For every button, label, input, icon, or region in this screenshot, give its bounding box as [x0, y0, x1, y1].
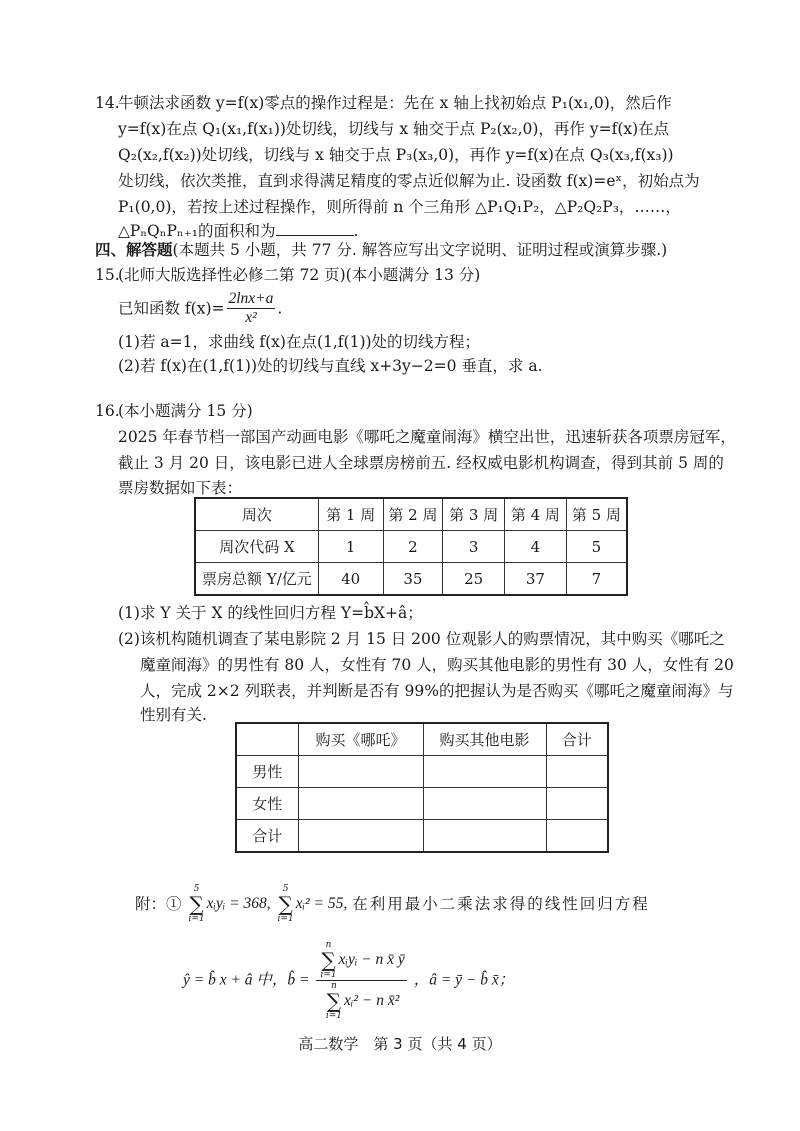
- sum2-expr: xᵢ² = 55,: [295, 895, 348, 912]
- table-cell-blank[interactable]: [298, 820, 423, 853]
- q14-number: 14.: [95, 94, 120, 112]
- q15-number: 15.: [95, 266, 120, 284]
- q15-frac-num: 2lnx+a: [228, 290, 274, 307]
- table-header-cell: [236, 723, 298, 756]
- q14-line-6-text: △PₙQₙPₙ₊₁的面积和为: [118, 222, 276, 240]
- table-row: [236, 756, 608, 788]
- table-cell-blank[interactable]: [298, 756, 423, 788]
- page-footer: 高二数学 第 3 页（共 4 页）: [298, 1035, 502, 1053]
- sum-lower: i=1: [320, 970, 337, 980]
- q14-line-2: y=f(x)在点 Q₁(x₁,f(x₁))处切线，切线与 x 轴交于点 P₂(x₂,0)，再作 y=f(x)在点: [118, 120, 670, 138]
- appendix-formula: [183, 940, 514, 1021]
- table-header-cell: 第 4 周: [505, 498, 567, 531]
- q16-intro-3: 票房数据如下表：: [118, 479, 243, 497]
- q15-given: [118, 290, 282, 327]
- sum-upper: n: [325, 940, 332, 950]
- q14-line-4: 处切线，依次类推，直到求得满足精度的零点近似解为止. 设函数 f(x)=eˣ，初始点为: [118, 172, 700, 190]
- q16-part-2-line-3: 人，完成 2×2 列联表，并判断是否有 99%的把握认为是否购买《哪吒之魔童闹海》与: [140, 682, 734, 700]
- q16-number: 16.: [95, 402, 120, 420]
- section-4-heading: [95, 240, 667, 260]
- table-cell-blank[interactable]: [423, 820, 546, 853]
- q14-line-1: 牛顿法求函数 y=f(x)零点的操作过程是：先在 x 轴上找初始点 P₁(x₁,0)，然后作: [118, 94, 672, 112]
- sum-upper: 5: [282, 884, 289, 894]
- q15-frac-den: x²: [245, 309, 257, 326]
- sum-symbol: n ∑ i=1: [320, 940, 337, 980]
- table-header-cell: 购买《哪吒》: [298, 723, 423, 756]
- table-cell-blank[interactable]: [423, 756, 546, 788]
- table-header-row: [236, 723, 608, 756]
- sum-lower: i=1: [325, 1011, 342, 1021]
- table-cell-blank[interactable]: [546, 788, 608, 820]
- table-cell-blank[interactable]: [423, 788, 546, 820]
- q14-end-punct: .: [353, 222, 359, 240]
- table-header-cell: 购买其他电影: [423, 723, 546, 756]
- answer-blank[interactable]: [276, 221, 354, 236]
- table-row-label: 合计: [236, 820, 298, 853]
- box-office-table: [194, 497, 628, 596]
- q14-line-5: P₁(0,0)，若按上述过程操作，则所得前 n 个三角形 △P₁Q₁P₂，△P₂Q₂P₃，……，: [118, 198, 681, 216]
- table-cell: 25: [443, 563, 505, 596]
- sum-lower: i=1: [188, 914, 205, 924]
- sum-upper: n: [331, 981, 337, 991]
- table-cell: 37: [505, 563, 567, 596]
- q15-part-1: (1)若 a=1，求曲线 f(x)在点(1,f(1))处的切线方程；: [118, 333, 481, 351]
- table-cell: 4: [505, 531, 567, 563]
- table-cell: 5: [566, 531, 627, 563]
- q16-part-2-line-2: 魔童闹海》的男性有 80 人，女性有 70 人，购买其他电影的男性有 30 人，女性有 20: [140, 656, 734, 674]
- numerator-expr: xᵢyᵢ − n x̄ ȳ: [338, 951, 405, 968]
- sum-symbol: n ∑ i=1: [325, 981, 342, 1021]
- appendix-line-1: [135, 884, 650, 924]
- table-cell: 7: [566, 563, 627, 596]
- b-hat-fraction: [316, 940, 406, 1021]
- table-header-cell: 第 2 周: [383, 498, 443, 531]
- table-cell: 1: [318, 531, 383, 563]
- q16-intro-1: 2025 年春节档一部国产动画电影《哪吒之魔童闹海》横空出世，迅速斩获各项票房冠军，: [118, 428, 736, 446]
- table-cell-blank[interactable]: [546, 820, 608, 853]
- table-cell-blank[interactable]: [546, 756, 608, 788]
- q15-given-suffix: .: [277, 299, 283, 318]
- table-header-cell: 周次: [195, 498, 318, 531]
- sum1-expr: xᵢyᵢ = 368,: [206, 895, 271, 912]
- appendix-prefix: 附：①: [135, 895, 182, 913]
- table-header-cell: 第 1 周: [318, 498, 383, 531]
- table-row: [236, 820, 608, 853]
- q15-header: (北师大版选择性必修二第 72 页)(本小题满分 13 分): [118, 266, 481, 284]
- q16-part-2-line-4: 性别有关.: [140, 706, 207, 724]
- sum-symbol: 5 ∑ i=1: [188, 884, 205, 924]
- table-header-cell: 第 3 周: [443, 498, 505, 531]
- table-header-cell: 合计: [546, 723, 608, 756]
- formula-lead: ŷ = b̂ x + â 中，b̂ =: [183, 971, 310, 989]
- table-row-label: 男性: [236, 756, 298, 788]
- table-cell: 40: [318, 563, 383, 596]
- table-row-label: 女性: [236, 788, 298, 820]
- section-4-title: 四、解答题: [95, 240, 173, 259]
- q14-line-3: Q₂(x₂,f(x₂))处切线，切线与 x 轴交于点 P₃(x₃,0)，再作 y=f(x)在点 Q₃(x₃,f(x₃)): [118, 146, 674, 164]
- b-hat-numerator: [316, 940, 406, 981]
- table-cell: 周次代码 X: [195, 531, 318, 563]
- sum-upper: 5: [193, 884, 200, 894]
- section-4-note: (本题共 5 小题，共 77 分. 解答应写出文字说明、证明过程或演算步骤.): [172, 241, 668, 259]
- q15-given-prefix: 已知函数 f(x)=: [118, 299, 225, 318]
- q16-intro-2: 截止 3 月 20 日，该电影已进人全球票房榜前五. 经权威电影机构调查，得到其前 5 周的: [118, 454, 724, 472]
- table-header-cell: 第 5 周: [566, 498, 627, 531]
- table-header-row: [195, 498, 627, 531]
- table-row: [236, 788, 608, 820]
- q15-part-2: (2)若 f(x)在(1,f(1))处的切线与直线 x+3y−2=0 垂直，求 a.: [118, 357, 543, 375]
- appendix-text-after: 在利用最小二乘法求得的线性回归方程: [352, 895, 650, 913]
- table-cell: 2: [383, 531, 443, 563]
- q15-fraction: [227, 290, 276, 327]
- table-cell-blank[interactable]: [298, 788, 423, 820]
- table-row: [195, 531, 627, 563]
- table-cell: 票房总额 Y/亿元: [195, 563, 318, 596]
- contingency-table: [235, 722, 609, 853]
- q16-part-2-line-1: (2)该机构随机调查了某电影院 2 月 15 日 200 位观影人的购票情况，其中购买《哪吒之: [118, 630, 725, 648]
- q16-part-1: (1)求 Y 关于 X 的线性回归方程 Y=b̂X+â；: [118, 604, 423, 622]
- q14-line-6: [118, 221, 358, 241]
- table-row: [195, 563, 627, 596]
- sum-symbol: 5 ∑ i=1: [277, 884, 294, 924]
- formula-tail: ，â = ȳ − b̂ x̄；: [413, 971, 515, 989]
- q16-header: (本小题满分 15 分): [118, 402, 253, 420]
- denominator-expr: xᵢ² − n x̄²: [344, 992, 400, 1009]
- table-cell: 35: [383, 563, 443, 596]
- b-hat-denominator: [316, 981, 406, 1021]
- sum-lower: i=1: [277, 914, 294, 924]
- table-cell: 3: [443, 531, 505, 563]
